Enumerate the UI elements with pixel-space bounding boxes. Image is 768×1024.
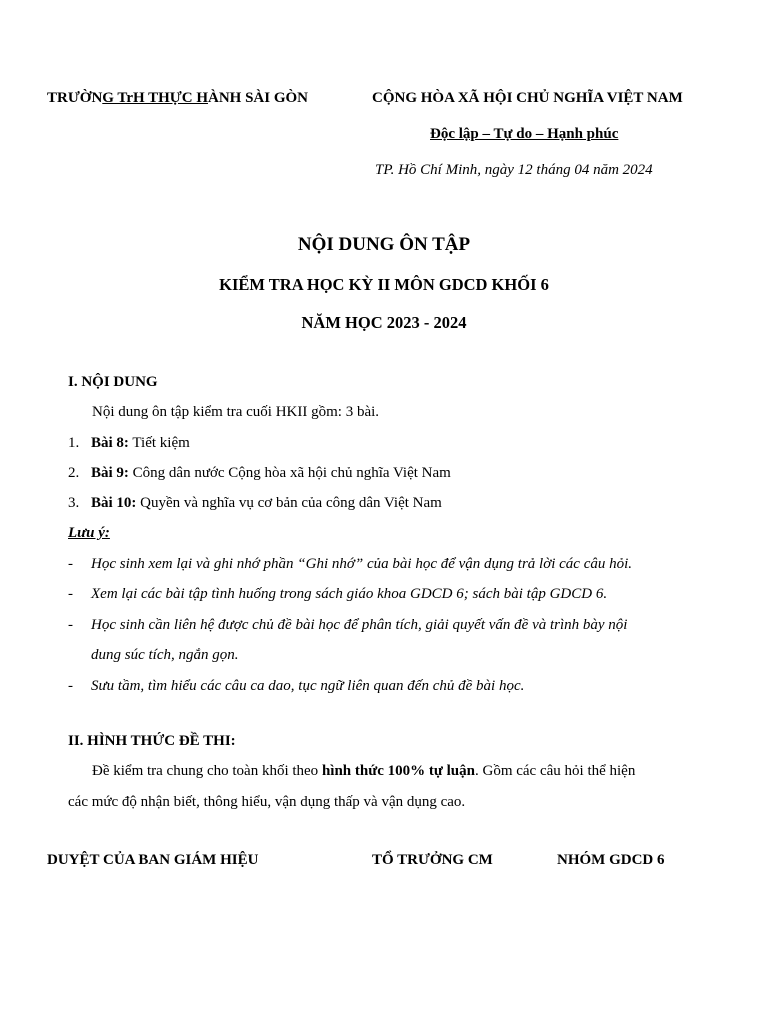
approval-label: DUYỆT CỦA BAN GIÁM HIỆU [47, 852, 259, 868]
head-label: TỔ TRƯỞNG CM [372, 852, 493, 868]
section2-heading: II. HÌNH THỨC ĐỀ THI: [68, 733, 236, 749]
note-item-continued: dung súc tích, ngắn gọn. [91, 647, 239, 663]
date-line: TP. Hồ Chí Minh, ngày 12 tháng 04 năm 2024 [375, 162, 653, 178]
section2-paragraph: Đề kiểm tra chung cho toàn khối theo hình thức 100% tự luận. Gồm các câu hỏi thể hiện [92, 763, 636, 779]
section1-intro: Nội dung ôn tập kiểm tra cuối HKII gồm: 3 bài. [92, 404, 380, 420]
school-name: TRƯỜNG TrH THỰC HÀNH SÀI GÒN [47, 90, 308, 106]
document-title: NỘI DUNG ÔN TẬP [297, 234, 471, 255]
document-subtitle: KIỂM TRA HỌC KỲ II MÔN GDCD KHỐI 6 [219, 275, 549, 294]
motto: Độc lập – Tự do – Hạnh phúc [430, 126, 619, 142]
note-label: Lưu ý: [68, 525, 110, 541]
nation-name: CỘNG HÒA XÃ HỘI CHỦ NGHĨA VIỆT NAM [372, 90, 683, 106]
school-name-underlined: G TrH THỰC H [102, 90, 208, 106]
section1-heading: I. NỘI DUNG [68, 374, 158, 390]
school-year: NĂM HỌC 2023 - 2024 [301, 313, 467, 332]
section2-paragraph-continued: các mức độ nhận biết, thông hiểu, vận dụng thấp và vận dụng cao. [68, 794, 466, 810]
group-label: NHÓM GDCD 6 [557, 852, 665, 868]
